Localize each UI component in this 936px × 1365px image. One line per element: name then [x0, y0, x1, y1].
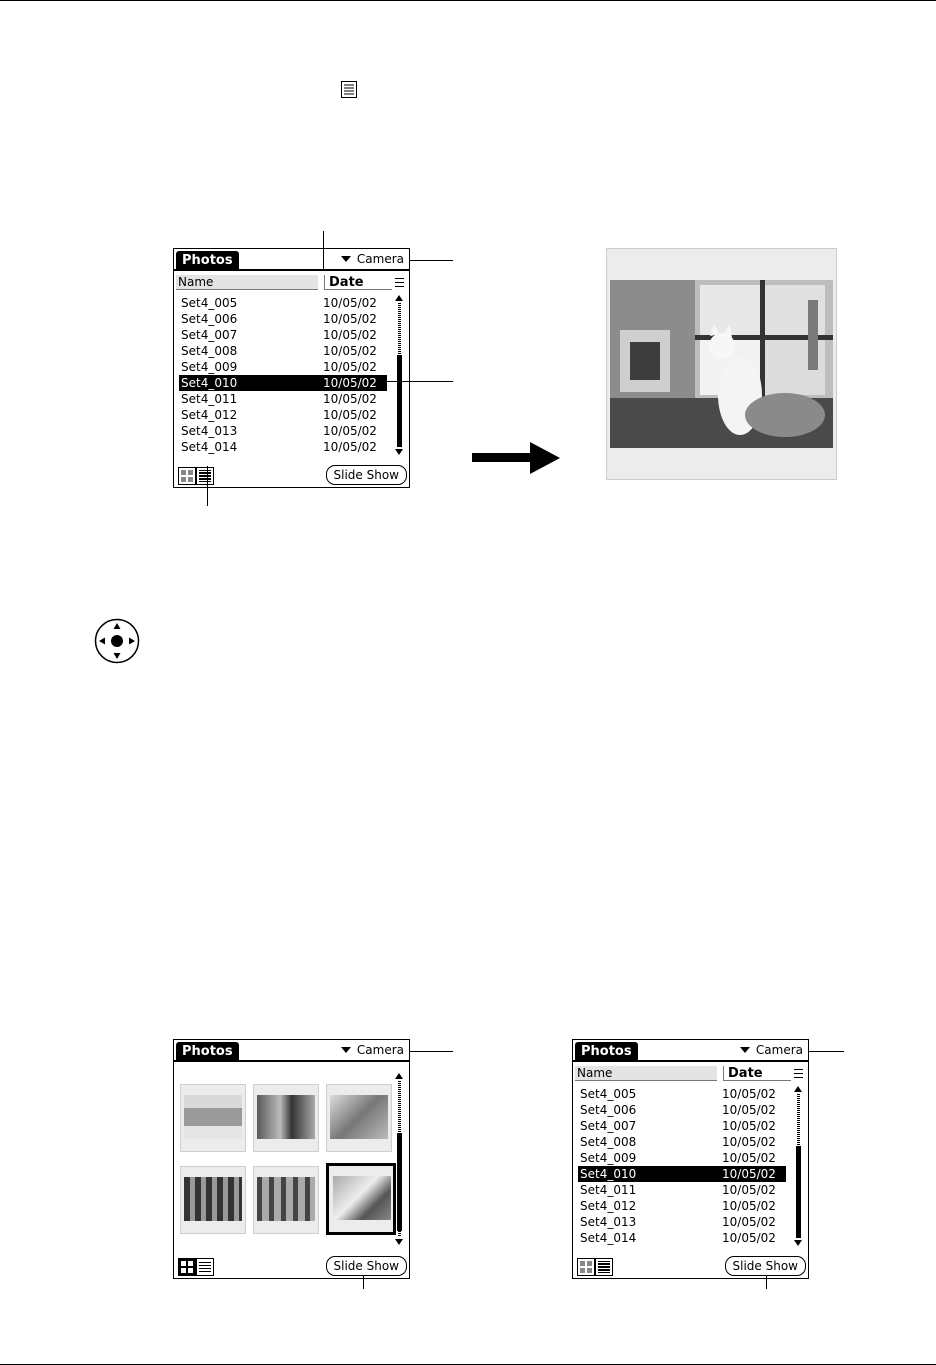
name-column-header[interactable]: Name — [176, 275, 318, 290]
photo-thumbnail[interactable] — [180, 1084, 246, 1152]
photo-date: 10/05/02 — [722, 1151, 776, 1165]
list-item[interactable] — [179, 343, 387, 359]
scroll-up-icon[interactable] — [794, 1086, 802, 1092]
category-picker[interactable] — [740, 1042, 803, 1058]
column-options-icon[interactable] — [395, 278, 404, 287]
title-bar — [174, 249, 409, 271]
list-view-icon[interactable] — [595, 1258, 613, 1276]
scroll-down-icon[interactable] — [794, 1240, 802, 1246]
column-header — [575, 1066, 805, 1082]
photo-name: Set4_014 — [580, 1231, 637, 1245]
photo-name: Set4_014 — [181, 440, 238, 454]
photo-name: Set4_005 — [181, 296, 238, 310]
list-item[interactable] — [578, 1086, 786, 1102]
photo-name: Set4_010 — [580, 1167, 637, 1181]
scrollbar[interactable] — [395, 1073, 404, 1245]
list-item[interactable] — [179, 439, 387, 455]
list-item[interactable] — [578, 1198, 786, 1214]
app-title-tab: Photos — [176, 1042, 239, 1061]
list-item[interactable] — [578, 1134, 786, 1150]
photo-name: Set4_005 — [580, 1087, 637, 1101]
callout-line — [409, 260, 453, 261]
photo-thumbnail[interactable] — [253, 1084, 319, 1152]
scroll-thumb[interactable] — [796, 1146, 801, 1238]
photo-name: Set4_007 — [181, 328, 238, 342]
list-item[interactable] — [179, 327, 387, 343]
photo-name: Set4_009 — [181, 360, 238, 374]
photo-date: 10/05/02 — [722, 1087, 776, 1101]
photo-date: 10/05/02 — [722, 1215, 776, 1229]
scroll-down-icon[interactable] — [395, 449, 403, 455]
photo-date: 10/05/02 — [323, 392, 377, 406]
list-view-icon[interactable] — [196, 467, 214, 485]
photo-list — [179, 295, 387, 455]
title-underline — [174, 1060, 409, 1062]
list-item[interactable] — [179, 407, 387, 423]
thumbnail-view-icon[interactable] — [178, 1258, 196, 1276]
scroll-down-icon[interactable] — [395, 1239, 403, 1245]
callout-line — [323, 231, 324, 271]
list-item-selected[interactable] — [578, 1166, 786, 1182]
photo-name: Set4_010 — [181, 376, 238, 390]
photo-date: 10/05/02 — [323, 440, 377, 454]
photo-name: Set4_013 — [580, 1215, 637, 1229]
photo-name: Set4_009 — [580, 1151, 637, 1165]
right-arrow-icon — [472, 442, 560, 474]
view-toggle — [178, 467, 216, 485]
photo-date: 10/05/02 — [323, 360, 377, 374]
photo-name: Set4_011 — [580, 1183, 637, 1197]
photo-date: 10/05/02 — [722, 1231, 776, 1245]
photo-date: 10/05/02 — [722, 1103, 776, 1117]
menu-list-icon — [341, 81, 357, 98]
callout-line — [766, 1275, 767, 1289]
cat-photo-image — [610, 280, 833, 448]
photo-date: 10/05/02 — [323, 344, 377, 358]
scrollbar[interactable] — [395, 295, 404, 455]
scrollbar[interactable] — [794, 1086, 803, 1246]
photo-name: Set4_012 — [580, 1199, 637, 1213]
category-label: Camera — [356, 1043, 404, 1057]
title-underline — [174, 269, 409, 271]
photo-thumbnail[interactable] — [180, 1166, 246, 1234]
list-item[interactable] — [578, 1182, 786, 1198]
slide-show-button[interactable]: Slide Show — [326, 465, 407, 485]
list-item[interactable] — [179, 295, 387, 311]
scroll-up-icon[interactable] — [395, 1073, 403, 1079]
dropdown-triangle-icon — [341, 1047, 351, 1053]
list-item[interactable] — [179, 311, 387, 327]
photo-thumbnail-selected[interactable] — [326, 1163, 396, 1235]
date-column-header[interactable]: Date — [723, 1066, 791, 1081]
list-view-icon[interactable] — [196, 1258, 214, 1276]
category-label: Camera — [356, 252, 404, 266]
photos-list-screen — [173, 248, 410, 488]
scroll-thumb[interactable] — [397, 1133, 402, 1231]
app-title-tab: Photos — [176, 251, 239, 270]
photo-name: Set4_006 — [181, 312, 238, 326]
photo-name: Set4_012 — [181, 408, 238, 422]
photo-date: 10/05/02 — [323, 328, 377, 342]
photo-date: 10/05/02 — [722, 1167, 776, 1181]
photo-name: Set4_011 — [181, 392, 238, 406]
callout-line — [381, 381, 453, 382]
photo-date: 10/05/02 — [323, 296, 377, 310]
photo-thumbnail[interactable] — [326, 1084, 392, 1152]
column-options-icon[interactable] — [794, 1069, 803, 1078]
title-bar — [573, 1040, 808, 1062]
photo-name: Set4_007 — [580, 1119, 637, 1133]
list-item[interactable] — [179, 359, 387, 375]
photo-name: Set4_006 — [580, 1103, 637, 1117]
photo-date: 10/05/02 — [323, 376, 377, 390]
list-item[interactable] — [578, 1214, 786, 1230]
list-item[interactable] — [179, 423, 387, 439]
slide-show-button[interactable]: Slide Show — [725, 1256, 806, 1276]
photo-name: Set4_008 — [580, 1135, 637, 1149]
top-rule — [0, 0, 936, 1]
view-toggle — [178, 1258, 216, 1276]
list-item[interactable] — [578, 1150, 786, 1166]
list-item-selected[interactable] — [179, 375, 387, 391]
photo-date: 10/05/02 — [722, 1135, 776, 1149]
thumbnail-view-icon[interactable] — [178, 467, 196, 485]
photo-date: 10/05/02 — [323, 312, 377, 326]
photo-thumbnail[interactable] — [253, 1166, 319, 1234]
column-header — [176, 275, 406, 291]
photo-name: Set4_008 — [181, 344, 238, 358]
callout-line — [409, 1051, 453, 1052]
dropdown-triangle-icon — [740, 1047, 750, 1053]
photo-date: 10/05/02 — [323, 424, 377, 438]
photos-list-screen-2 — [572, 1039, 809, 1279]
dropdown-triangle-icon — [341, 256, 351, 262]
callout-line — [808, 1051, 844, 1052]
title-bar — [174, 1040, 409, 1062]
list-item[interactable] — [578, 1102, 786, 1118]
date-column-header[interactable]: Date — [324, 275, 392, 290]
slide-show-button[interactable]: Slide Show — [326, 1256, 407, 1276]
scroll-up-icon[interactable] — [395, 295, 403, 301]
photo-list — [578, 1086, 786, 1246]
list-item[interactable] — [578, 1230, 786, 1246]
title-underline — [573, 1060, 808, 1062]
photo-date: 10/05/02 — [722, 1183, 776, 1197]
callout-line — [363, 1275, 364, 1289]
photo-date: 10/05/02 — [722, 1119, 776, 1133]
name-column-header[interactable]: Name — [575, 1066, 717, 1081]
full-screen-photo — [606, 248, 837, 480]
category-picker[interactable] — [341, 1042, 404, 1058]
callout-line — [207, 466, 208, 506]
photo-date: 10/05/02 — [323, 408, 377, 422]
scroll-thumb[interactable] — [397, 355, 402, 447]
thumbnail-view-icon[interactable] — [577, 1258, 595, 1276]
list-item[interactable] — [578, 1118, 786, 1134]
photos-thumbnail-screen — [173, 1039, 410, 1279]
category-picker[interactable] — [341, 251, 404, 267]
view-toggle — [577, 1258, 615, 1276]
app-title-tab: Photos — [575, 1042, 638, 1061]
list-item[interactable] — [179, 391, 387, 407]
five-way-navigator-icon — [94, 618, 140, 664]
photo-name: Set4_013 — [181, 424, 238, 438]
category-label: Camera — [755, 1043, 803, 1057]
photo-date: 10/05/02 — [722, 1199, 776, 1213]
